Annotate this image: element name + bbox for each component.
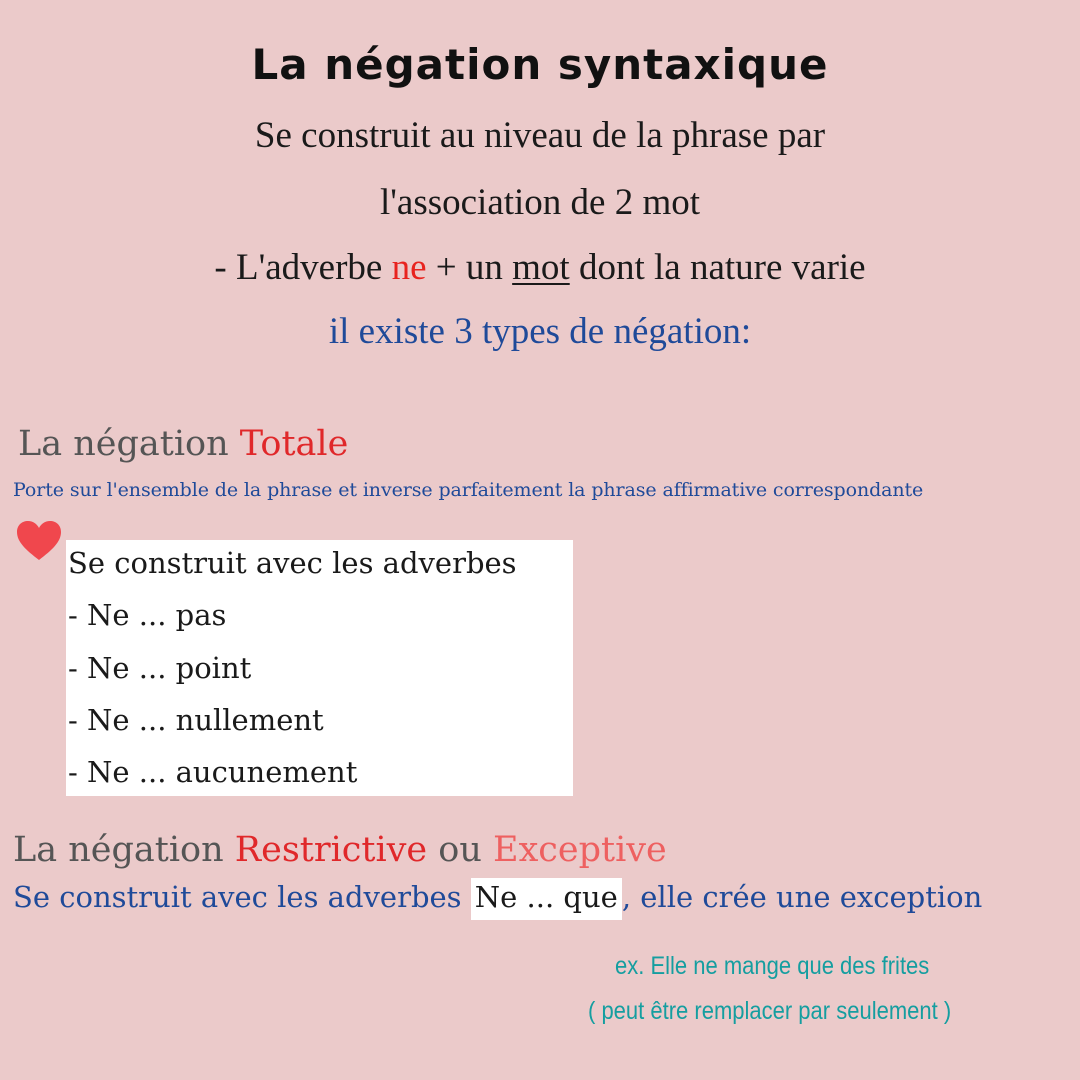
intro-line-3-suffix: dont la nature varie	[569, 247, 866, 288]
restrictive-highlight: Ne ... que	[471, 878, 622, 920]
totale-box-line-0: Se construit avec les adverbes	[68, 546, 517, 580]
intro-line-3-prefix: - L'adverbe	[214, 247, 392, 288]
intro-line-3-plus: + un	[426, 247, 513, 288]
restrictive-desc-suffix: , elle crée une exception	[621, 880, 983, 914]
intro-line-2: l'association de 2 mot	[379, 182, 701, 223]
totale-box-line-2: - Ne ... point	[68, 651, 252, 685]
intro-line-1: Se construit au niveau de la phrase par	[254, 115, 826, 156]
section-restrictive-description	[13, 880, 982, 914]
intro-ne-keyword: ne	[391, 247, 427, 288]
section-totale-description: Porte sur l'ensemble de la phrase et inverse parfaitement la phrase affirmative correspondante	[13, 479, 924, 501]
totale-box-line-4: - Ne ... aucunement	[68, 755, 358, 789]
restrictive-desc-prefix: Se construit avec les adverbes	[13, 880, 471, 914]
section-exceptive-keyword: Exceptive	[493, 830, 667, 870]
totale-box-line-1: - Ne ... pas	[68, 598, 227, 632]
section-totale-keyword: Totale	[239, 424, 349, 464]
intro-line-3	[0, 246, 1080, 289]
section-restrictive-keyword: Restrictive	[234, 830, 428, 870]
section-restrictive-ou: ou	[427, 830, 494, 870]
heart-icon	[16, 520, 62, 562]
totale-adverbs-box	[66, 540, 573, 796]
example-line-2: ( peut être remplacer par seulement )	[588, 997, 952, 1025]
example-line-1: ex. Elle ne mange que des frites	[615, 952, 930, 980]
section-totale-heading	[18, 424, 348, 464]
intro-line-4: il existe 3 types de négation:	[328, 311, 752, 352]
section-restrictive-heading-prefix: La négation	[13, 830, 235, 870]
page-title: La négation syntaxique	[251, 40, 829, 89]
section-totale-heading-prefix: La négation	[18, 424, 240, 464]
section-restrictive-heading	[13, 830, 667, 870]
intro-mot-keyword: mot	[512, 247, 570, 288]
totale-box-line-3: - Ne ... nullement	[68, 703, 324, 737]
